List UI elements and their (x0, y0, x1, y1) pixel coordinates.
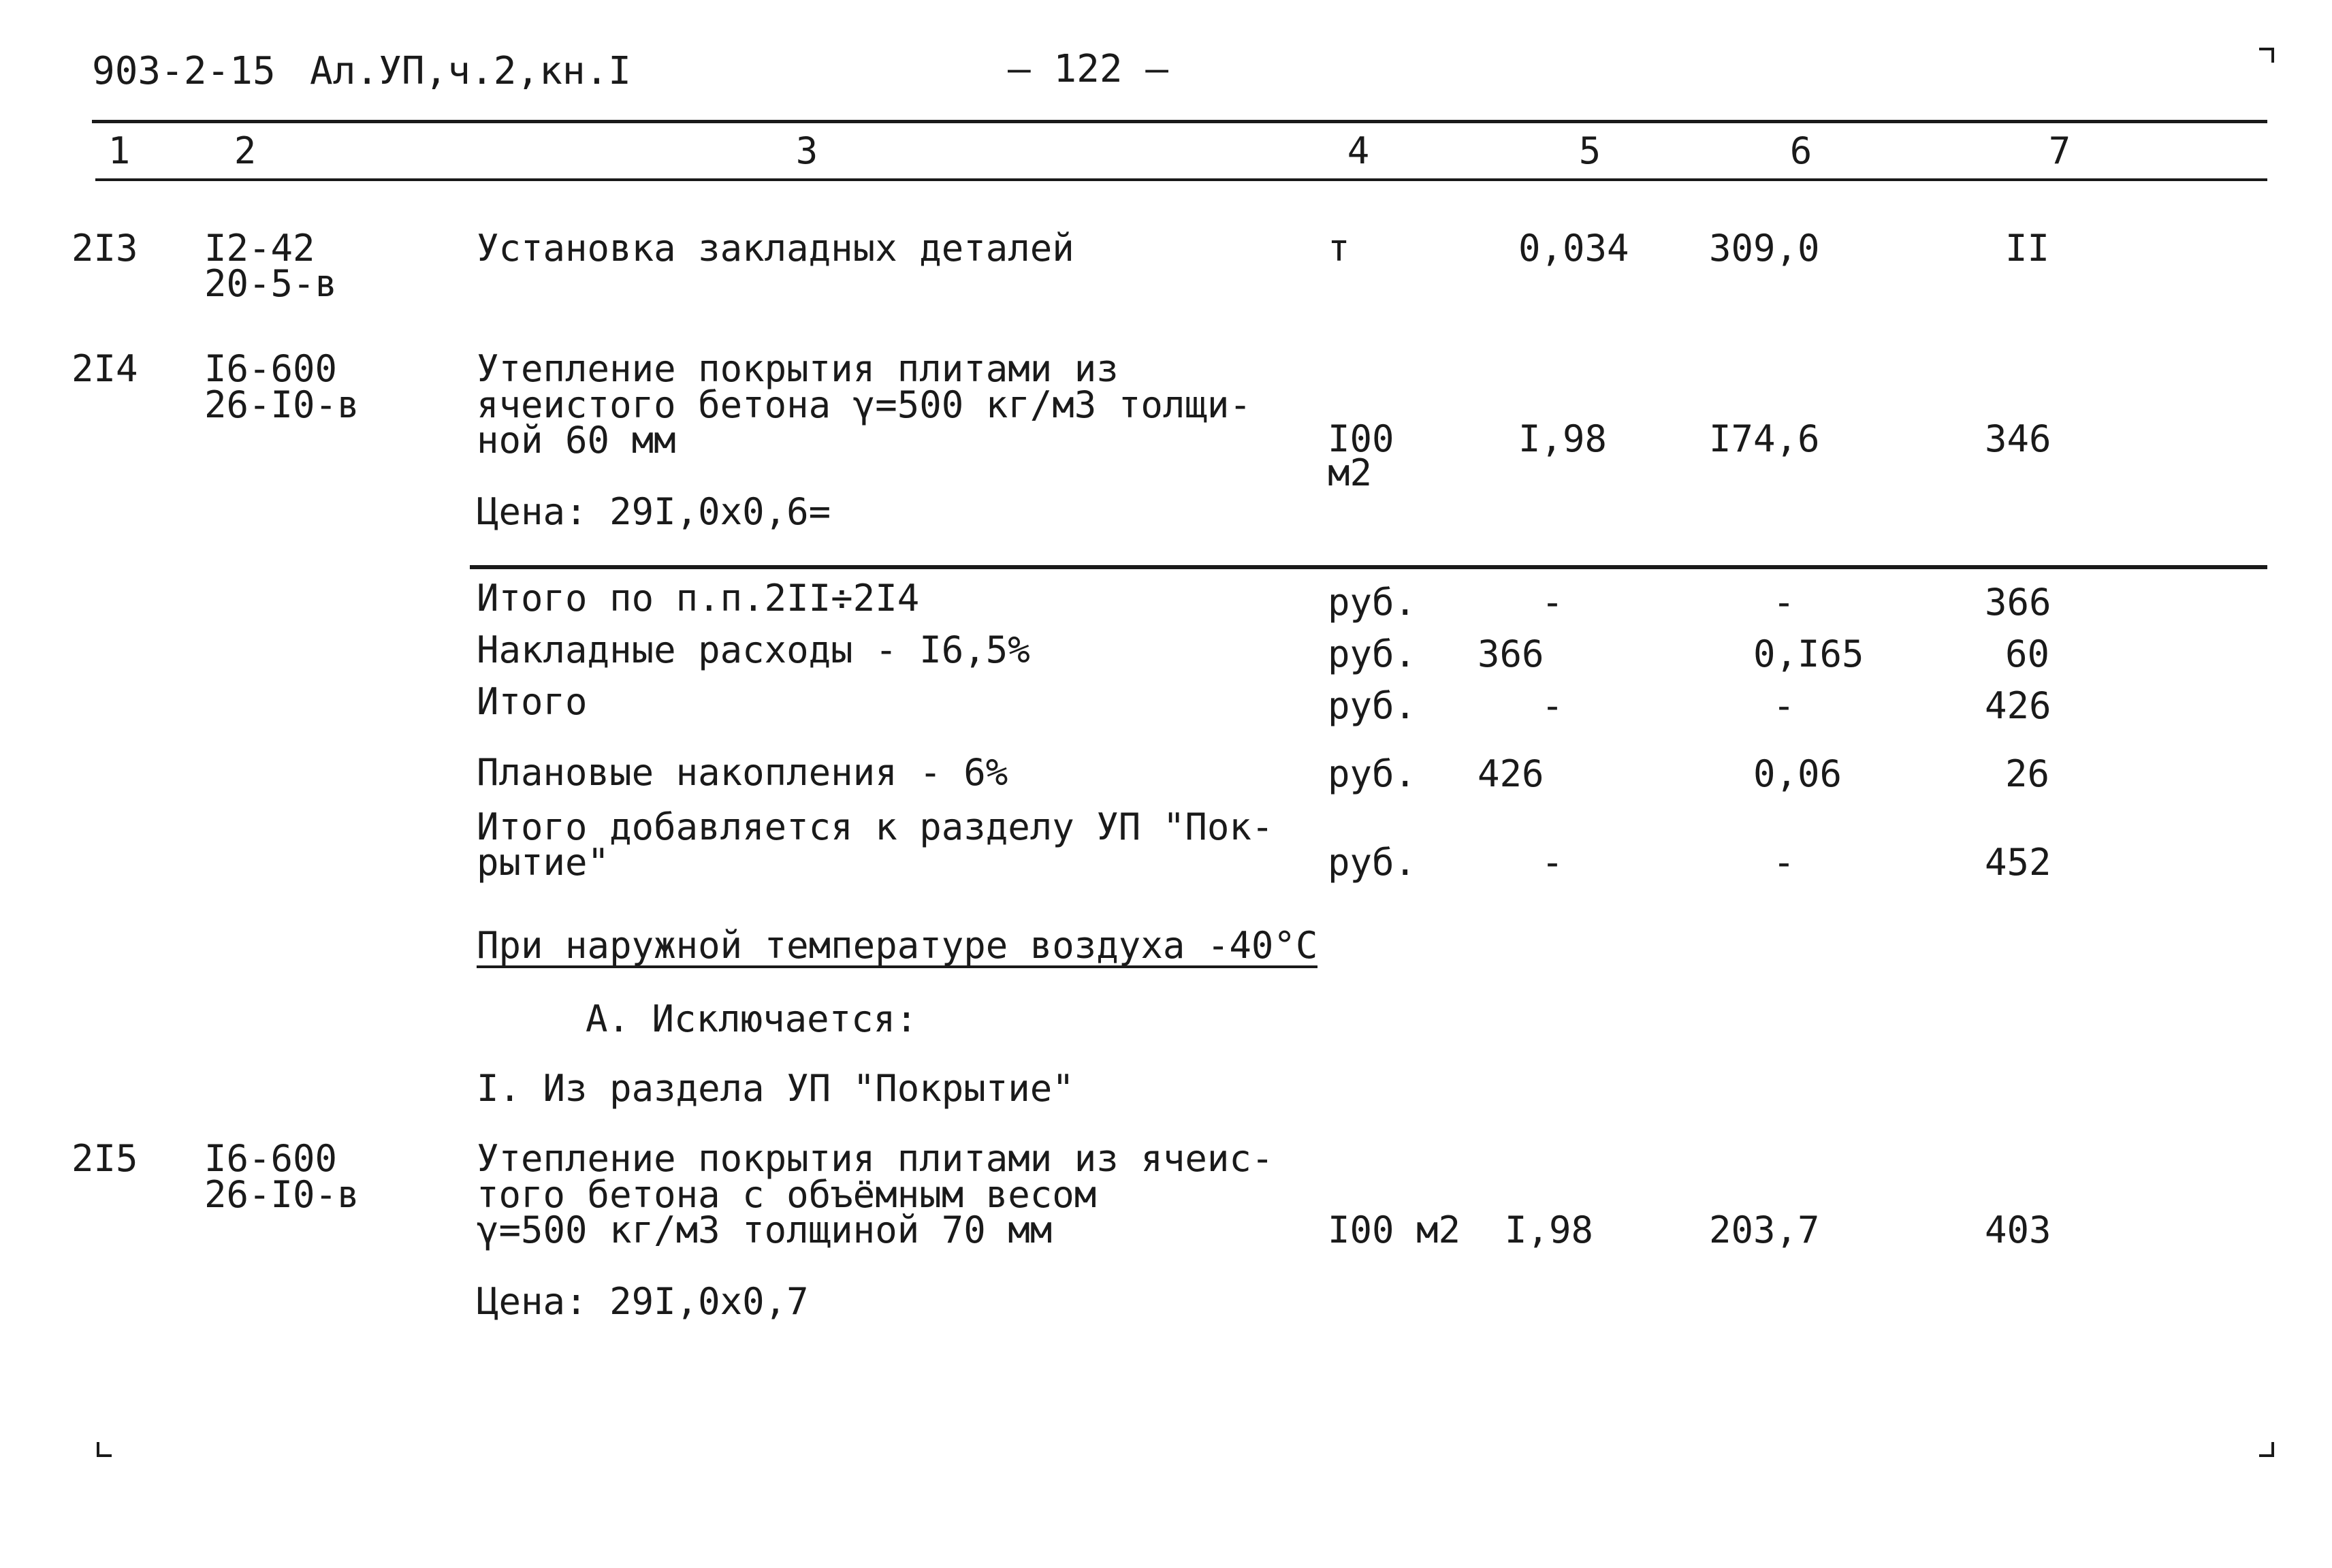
unit: м2 (1328, 451, 1373, 494)
summary-rate: 0,I65 (1753, 633, 1864, 675)
work-description: Установка закладных деталей (477, 227, 1074, 270)
unit: I00 (1328, 417, 1394, 460)
rate-code: I6-600 (204, 1137, 338, 1180)
work-description: Утепление покрытия плитами из ячеис- (477, 1137, 1274, 1180)
summary-base: 426 (1478, 752, 1544, 795)
column-number-3: 3 (795, 129, 818, 172)
unit-price: 309,0 (1709, 227, 1820, 270)
summary-rate: - (1772, 684, 1795, 727)
column-number-7: 7 (2048, 129, 2071, 172)
column-number-6: 6 (1789, 129, 1812, 172)
rate-code: 26-I0-в (204, 1173, 360, 1216)
summary-label: Итого (477, 680, 588, 723)
summary-unit: руб. (1328, 581, 1417, 624)
rate-code: 26-I0-в (204, 383, 360, 426)
quantity: I,98 (1518, 417, 1608, 460)
summary-unit: руб. (1328, 752, 1417, 795)
summary-rule (470, 565, 2267, 569)
quantity: I,98 (1505, 1209, 1594, 1251)
price-note: Цена: 29I,0x0,6= (477, 490, 831, 533)
summary-label: рытие" (477, 841, 610, 884)
summary-unit: руб. (1328, 841, 1417, 884)
corner-mark-bottom-right (2259, 1442, 2274, 1457)
summary-base: - (1541, 684, 1564, 727)
total-cost: 403 (1985, 1209, 2051, 1251)
summary-total: 366 (1985, 581, 2051, 624)
total-cost: II (2005, 227, 2050, 270)
summary-total: 60 (2005, 633, 2050, 675)
unit-price: I74,6 (1709, 417, 1820, 460)
column-number-1: 1 (108, 129, 131, 172)
work-description: того бетона с объёмным весом (477, 1173, 1097, 1216)
header-top-rule (92, 120, 2267, 123)
summary-total: 426 (1985, 684, 2051, 727)
summary-base: 366 (1478, 633, 1544, 675)
unit: I00 м2 (1328, 1209, 1461, 1251)
page-number: — 122 — (1008, 47, 1169, 91)
section-subheading: А. Исключается: (586, 997, 918, 1040)
section-heading: При наружной температуре воздуха -40°С (477, 924, 1318, 967)
summary-total: 26 (2005, 752, 2050, 795)
summary-label: Плановые накопления - 6% (477, 751, 1008, 794)
summary-base: - (1541, 841, 1564, 884)
volume-reference: Ал.УП,ч.2,кн.I (310, 49, 632, 93)
row-number: 2I3 (71, 227, 138, 270)
summary-rate: 0,06 (1753, 752, 1842, 795)
price-note: Цена: 29I,0x0,7 (477, 1280, 809, 1323)
work-description: Утепление покрытия плитами из (477, 347, 1119, 390)
rate-code: I6-600 (204, 347, 338, 390)
column-number-4: 4 (1347, 129, 1370, 172)
rate-code: 20-5-в (204, 262, 338, 305)
summary-unit: руб. (1328, 633, 1417, 675)
summary-total: 452 (1985, 841, 2051, 884)
work-description: ной 60 мм (477, 419, 676, 462)
work-description: γ=500 кг/м3 толщиной 70 мм (477, 1209, 1053, 1251)
unit-price: 203,7 (1709, 1209, 1820, 1251)
total-cost: 346 (1985, 417, 2051, 460)
corner-mark-top-right (2259, 48, 2274, 63)
column-number-2: 2 (234, 129, 257, 172)
summary-unit: руб. (1328, 684, 1417, 727)
summary-label: Накладные расходы - I6,5% (477, 628, 1030, 671)
subsection-title: I. Из раздела УП "Покрытие" (477, 1067, 1074, 1110)
work-description: ячеистого бетона γ=500 кг/м3 толщи- (477, 383, 1251, 426)
quantity: 0,034 (1518, 227, 1629, 270)
row-number: 2I4 (71, 347, 138, 390)
column-number-5: 5 (1578, 129, 1601, 172)
document-code: 903-2-15 (92, 49, 276, 93)
unit: т (1328, 227, 1350, 270)
rate-code: I2-42 (204, 227, 315, 270)
row-number: 2I5 (71, 1137, 138, 1180)
header-bottom-rule (95, 178, 2267, 181)
summary-label: Итого добавляется к разделу УП "Пок- (477, 805, 1274, 848)
summary-rate: - (1772, 581, 1795, 624)
corner-mark-bottom-left (97, 1442, 112, 1457)
summary-base: - (1541, 581, 1564, 624)
summary-label: Итого по п.п.2II÷2I4 (477, 577, 920, 620)
summary-rate: - (1772, 841, 1795, 884)
